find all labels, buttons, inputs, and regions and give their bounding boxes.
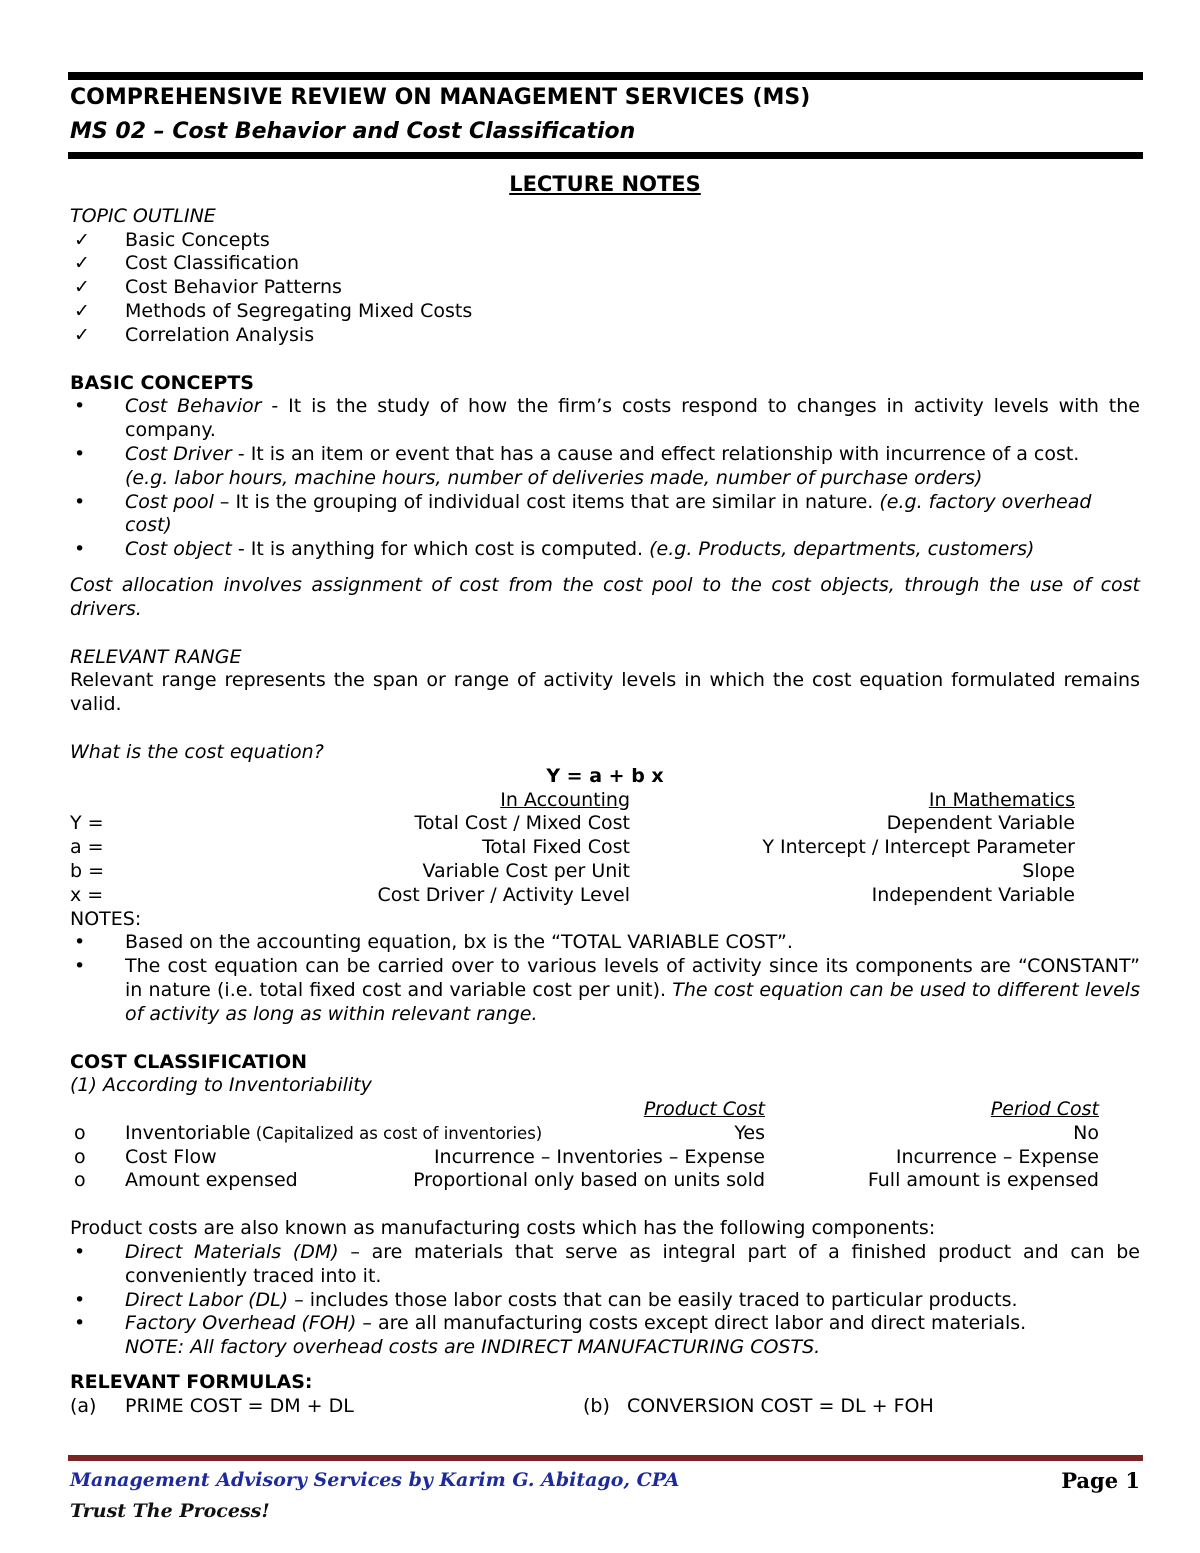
bullet-icon: •: [74, 1241, 86, 1264]
page-number: Page 1: [1061, 1468, 1140, 1493]
list-item: • Direct Materials (DM) – are materials that serve as integral part of a finished product and can be conveniently traced into it.: [74, 1241, 1140, 1287]
relevant-formulas-heading: RELEVANT FORMULAS:: [70, 1371, 313, 1394]
relevant-range-text: Relevant range represents the span or range of activity levels in which the cost equation formulated remains valid.: [70, 669, 1140, 716]
check-icon: ✓: [74, 228, 90, 251]
bullet-icon: •: [74, 1288, 86, 1311]
lecture-title: LECTURE NOTES: [509, 172, 701, 196]
cost-equation-question: What is the cost equation?: [70, 740, 324, 763]
notes-heading: NOTES:: [70, 907, 142, 930]
bullet-icon: •: [74, 395, 86, 418]
header-rule: [68, 152, 1143, 159]
topic-outline-list: [70, 229, 1140, 348]
circle-bullet-icon: o: [74, 1121, 86, 1144]
list-item: ✓ Cost Classification: [74, 252, 299, 275]
check-icon: ✓: [74, 276, 90, 299]
bullet-icon: •: [74, 538, 86, 561]
cost-allocation-note: Cost allocation involves assignment of cost from the cost pool to the cost objects, through the use of cost drivers.: [70, 573, 1140, 620]
basic-concepts-heading: BASIC CONCEPTS: [70, 371, 254, 394]
bullet-icon: •: [74, 955, 86, 978]
column-header-product-cost: Product Cost: [643, 1098, 765, 1121]
classification-table: Product Cost Period Cost o Inventoriable (Capitalized as cost of inventories) Yes No o Cost Flow Incurrence – Inventories – Expense Incurrence – Expense o Amount expensed Proportional only based on units sold Full amount is expensed: [70, 1098, 1140, 1193]
circle-bullet-icon: o: [74, 1169, 86, 1192]
check-icon: ✓: [74, 252, 90, 275]
list-item: ✓ Correlation Analysis: [74, 323, 315, 346]
list-item: • The cost equation can be carried over to various levels of activity since its components are “CONSTANT” in nature (i.e. total fixed cost and variable cost per unit). The cost equation can be used to different levels of activity as long as within relevant range.: [74, 955, 1140, 1025]
topic-outline-heading: TOPIC OUTLINE: [70, 204, 216, 227]
classification-subheading: (1) According to Inventoriability: [70, 1074, 372, 1097]
cost-equation-table: In Accounting In Mathematics Y = Total Cost / Mixed Cost Dependent Variable a = Total Fixed Cost Y Intercept / Intercept Parameter b = Variable Cost per Unit Slope x = Cost Driver / Activity Level Independent Variable: [70, 788, 1075, 906]
bullet-icon: •: [74, 442, 86, 465]
bullet-icon: •: [74, 490, 86, 513]
bullet-icon: •: [74, 1312, 86, 1335]
document-title: COMPREHENSIVE REVIEW ON MANAGEMENT SERVICES (MS): [70, 85, 811, 110]
top-rule: [68, 72, 1143, 80]
cost-equation: Y = a + b x: [546, 764, 664, 787]
list-item: • Factory Overhead (FOH) – are all manufacturing costs except direct labor and direct materials. NOTE: All factory overhead costs are INDIRECT MANUFACTURING COSTS.: [74, 1312, 1027, 1359]
relevant-range-heading: RELEVANT RANGE: [70, 645, 242, 668]
content: [70, 173, 1140, 1419]
column-header-period-cost: Period Cost: [990, 1098, 1099, 1121]
column-header-mathematics: In Mathematics: [928, 788, 1075, 811]
list-item: • Cost pool – It is the grouping of individual cost items that are similar in nature. (e.g. factory overhead cost): [74, 490, 1092, 537]
list-item: • Cost Driver - It is an item or event that has a cause and effect relationship with incurrence of a cost. (e.g. labor hours, machine hours, number of deliveries made, number of purchase orders): [74, 442, 1080, 489]
check-icon: ✓: [74, 299, 90, 322]
footer-tagline: Trust The Process!: [70, 1500, 270, 1522]
list-item: ✓ Basic Concepts: [74, 228, 270, 251]
list-item: ✓ Methods of Segregating Mixed Costs: [74, 299, 473, 322]
prime-cost-formula: PRIME COST = DM + DL: [125, 1394, 354, 1417]
product-cost-intro: Product costs are also known as manufacturing costs which has the following components:: [70, 1217, 936, 1240]
circle-bullet-icon: o: [74, 1145, 86, 1168]
formulas-row: (a) PRIME COST = DM + DL (b) CONVERSION COST = DL + FOH: [70, 1395, 1140, 1419]
footer-author: Management Advisory Services by Karim G. Abitago, CPA: [70, 1469, 680, 1491]
check-icon: ✓: [74, 323, 90, 346]
footer-rule: [68, 1455, 1143, 1461]
document-subtitle: MS 02 – Cost Behavior and Cost Classification: [70, 119, 636, 144]
bullet-icon: •: [74, 931, 86, 954]
cost-classification-heading: COST CLASSIFICATION: [70, 1050, 307, 1073]
list-item: • Based on the accounting equation, bx is the “TOTAL VARIABLE COST”.: [74, 931, 793, 954]
list-item: • Direct Labor (DL) – includes those labor costs that can be easily traced to particular products.: [74, 1288, 1018, 1311]
list-item: ✓ Cost Behavior Patterns: [74, 276, 342, 299]
list-item: • Cost object - It is anything for which cost is computed. (e.g. Products, departments, customers): [74, 538, 1035, 561]
conversion-cost-formula: CONVERSION COST = DL + FOH: [627, 1394, 934, 1417]
column-header-accounting: In Accounting: [500, 788, 630, 811]
list-item: • Cost Behavior - It is the study of how the firm’s costs respond to changes in activity levels with the company.: [74, 395, 1140, 442]
